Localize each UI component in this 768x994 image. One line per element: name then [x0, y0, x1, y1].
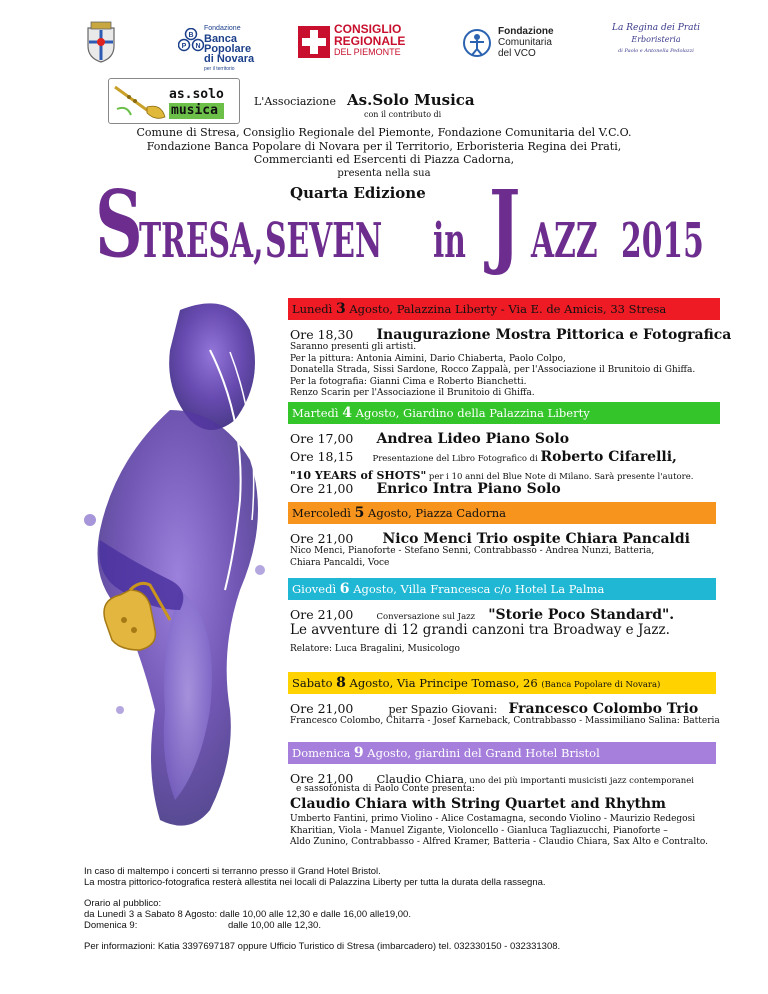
edition-label: Quarta Edizione [290, 184, 426, 202]
day-2-event-line-3 [290, 478, 561, 497]
title-azz: AZZ [531, 213, 598, 269]
title-big-j: J [489, 170, 521, 278]
saxophonist-illustration [60, 290, 300, 850]
note-line: Per la pittura: Antonia Aimini, Dario Chiaberta, Paolo Colpo, [290, 353, 566, 364]
svg-text:P: P [181, 43, 187, 50]
note-line: Saranno presenti gli artisti. [290, 342, 417, 352]
day-3-time: Ore 21,00 [290, 531, 354, 546]
assolo-logo-text: as.solo [169, 87, 224, 102]
day-1-venue: Agosto, Palazzina Liberty - Via E. de Amicis, 33 Stresa [345, 302, 667, 316]
comunitaria-logo-text: Comunitaria [498, 37, 552, 48]
day-1-label: Lunedì [292, 302, 336, 316]
day-4-subtitle: Le avventure di 12 grandi canzoni tra Broadway e Jazz. [290, 622, 670, 638]
footer-line: Orario al pubblico: [84, 898, 162, 909]
day-5-venue: Agosto, Via Principe Tomaso, 26 [345, 676, 542, 690]
regina-logo-text: La Regina dei Prati [611, 23, 700, 33]
consiglio-logo-text: CONSIGLIO [334, 22, 402, 36]
sponsor-line: presenta nella sua [337, 167, 431, 179]
footer-line: In caso di maltempo i concerti si terranno presso il Grand Hotel Bristol. [84, 866, 381, 877]
day-2-book-note: per i 10 anni del Blue Note di Milano. Sarà presente l'autore. [426, 472, 694, 482]
day-3-number: 5 [354, 505, 365, 521]
day-6-number: 9 [353, 745, 364, 761]
day-5-label: Sabato [292, 676, 337, 690]
day-5-header [288, 672, 716, 694]
day-6-header [288, 742, 716, 764]
sponsor-line: Commercianti ed Esercenti di Piazza Cadorna, [253, 153, 515, 166]
regina-logo-text: di Paolo e Antonella Pedolazzi [618, 48, 694, 54]
day-4-time: Ore 21,00 [290, 607, 354, 622]
day-6-desc-2: e sassofonista di Paolo Conte presenta: [296, 784, 475, 794]
day-4-conversation: Conversazione sul Jazz [376, 612, 476, 622]
title-seven: SEVEN [265, 213, 383, 269]
banca-popolare-logo [178, 24, 258, 72]
day-5-number: 8 [336, 675, 346, 691]
day-2-event-1: Andrea Lideo Piano Solo [376, 431, 570, 447]
title-in: in [433, 213, 466, 269]
footer-line: Domenica 9: [84, 920, 138, 931]
contributo-label: con il contributo di [364, 110, 442, 119]
day-2-number: 4 [342, 405, 353, 421]
note-line: Chiara Pancaldi, Voce [290, 557, 390, 568]
note-line: Umberto Fantini, primo Violino - Alice Costamagna, secondo Violino - Maurizio Redegosi [290, 814, 696, 824]
note-line: Aldo Zunino, Contrabbasso - Alfred Kramer, Batteria - Claudio Chiara, Sax Alto e Contralto. [290, 837, 708, 847]
day-1-header [288, 298, 720, 320]
title-year: 2015 [621, 213, 704, 269]
day-2-time-1: Ore 17,00 [290, 431, 354, 446]
associazione-line [254, 90, 475, 109]
day-4-relatore: Relatore: Luca Bragalini, Musicologo [290, 644, 460, 654]
footer-block [84, 866, 560, 952]
day-4-event: "Storie Poco Standard". [488, 607, 675, 623]
footer-line: dalle 10,00 alle 12,30. [228, 920, 321, 931]
sponsor-line: Fondazione Banca Popolare di Novara per il Territorio, Erboristeria Regina dei Prati, [146, 139, 622, 153]
day-5-event-line [290, 698, 698, 717]
day-2-label: Martedì [292, 406, 343, 420]
banca-logo-text: di Novara [204, 53, 255, 65]
regina-dei-prati-logo [610, 22, 702, 72]
day-3-event-line [290, 528, 690, 547]
day-5-event: Francesco Colombo Trio [508, 701, 699, 717]
footer-info: Per informazioni: Katia 3397697187 oppure Ufficio Turistico di Stresa (imbarcadero) tel. 032330150 - 032331308. [84, 941, 561, 952]
day-4-venue: Agosto, Villa Francesca c/o Hotel La Palma [349, 582, 605, 596]
title-big-s: S [95, 170, 143, 278]
day-2-author: Roberto Cifarelli, [540, 449, 677, 465]
day-1-notes [290, 342, 695, 400]
day-2-event-line-2 [290, 446, 677, 465]
comunitaria-logo-text: del VCO [498, 48, 536, 59]
day-1-event: Inaugurazione Mostra Pittorica e Fotografica [376, 327, 732, 343]
footer-line: da Lunedì 3 a Sabato 8 Agosto: dalle 10,00 alle 12,30 e dalle 16,00 alle19,00. [84, 909, 411, 920]
note-line: Kharitian, Viola - Manuel Zigante, Violoncello - Gianluca Tagliazucchi, Pianoforte – [290, 825, 668, 836]
assolo-logo-text: musica [169, 103, 224, 119]
day-2-time-3: Ore 21,00 [290, 481, 354, 496]
day-3-event: Nico Menci Trio ospite Chiara Pancaldi [382, 531, 690, 547]
day-2-venue: Agosto, Giardino della Palazzina Liberty [352, 406, 590, 420]
day-2-event-line-1 [290, 428, 569, 447]
day-3-notes [290, 546, 654, 569]
day-3-venue: Agosto, Piazza Cadorna [364, 506, 506, 520]
day-3-header [288, 502, 716, 524]
day-5-venue-note: (Banca Popolare di Novara) [541, 680, 661, 690]
banca-logo-text: Banca [204, 33, 238, 45]
day-4-number: 6 [339, 581, 350, 597]
banca-logo-text: per il territorio [204, 66, 235, 72]
associazione-label: L'Associazione [254, 95, 336, 108]
note-line: Nico Menci, Pianoforte - Stefano Senni, Contrabbasso - Andrea Nunzi, Batteria, [290, 546, 655, 556]
day-2-book: "10 YEARS of SHOTS" [290, 469, 427, 482]
day-4-label: Giovedì [292, 582, 340, 596]
day-1-number: 3 [335, 301, 346, 317]
consiglio-logo-text: REGIONALE [334, 33, 406, 48]
note-line: Donatella Strada, Sissi Sardone, Rocco Zappalà, per l'Associazione il Brunitoio di Ghiffa. [290, 365, 696, 375]
day-2-event-3: Enrico Intra Piano Solo [376, 481, 561, 497]
day-5-notes: Francesco Colombo, Chitarra - Josef Karneback, Contrabbasso - Massimiliano Salina: Batteria [290, 716, 720, 726]
note-line: Per la fotografia: Gianni Cima e Roberto Bianchetti. [290, 376, 527, 387]
consiglio-logo-text: DEL PIEMONTE [334, 47, 401, 57]
day-6-venue: Agosto, giardini del Grand Hotel Bristol [363, 746, 600, 760]
banca-logo-text: Popolare [204, 43, 252, 55]
banca-logo-text: Fondazione [204, 25, 241, 32]
comunitaria-logo-text: Fondazione [498, 26, 554, 37]
associazione-name: As.Solo Musica [347, 91, 475, 109]
footer-line: La mostra pittorico-fotografica resterà allestita nei locali di Palazzina Liberty per tutta la durata della rassegna. [84, 877, 546, 888]
day-1-event-line [290, 324, 731, 343]
day-5-spazio: per Spazio Giovani: [388, 703, 498, 716]
comune-crest-logo [84, 20, 118, 64]
svg-text:B: B [188, 32, 194, 39]
day-6-notes [290, 814, 708, 849]
day-4-event-line [290, 604, 674, 623]
day-6-artist: Claudio Chiara [376, 772, 464, 786]
svg-text:N: N [195, 43, 201, 50]
day-6-time: Ore 21,00 [290, 771, 354, 786]
note-line: Renzo Scarin per l'Associazione il Brunitoio di Ghiffa. [290, 388, 535, 398]
day-2-header [288, 402, 720, 424]
sponsor-line: Comune di Stresa, Consiglio Regionale del Piemonte, Fondazione Comunitaria del V.C.O. [136, 126, 632, 139]
day-3-label: Mercoledì [292, 506, 355, 520]
day-2-time-2: Ore 18,15 [290, 449, 354, 464]
regina-logo-text: Erboristeria [631, 35, 681, 44]
title-tresa: TRESA, [139, 213, 264, 269]
day-6-label: Domenica [292, 746, 354, 760]
day-4-header [288, 578, 716, 600]
assolo-musica-logo [108, 78, 240, 124]
day-2-presentation: Presentazione del Libro Fotografico di [372, 454, 541, 464]
consiglio-regionale-logo [298, 24, 418, 60]
fondazione-comunitaria-logo [462, 26, 572, 62]
day-5-time: Ore 21,00 [290, 701, 354, 716]
day-1-time: Ore 18,30 [290, 327, 354, 342]
day-6-desc: , uno dei più importanti musicisti jazz contemporanei [463, 776, 694, 786]
day-6-event: Claudio Chiara with String Quartet and Rhythm [290, 796, 666, 812]
